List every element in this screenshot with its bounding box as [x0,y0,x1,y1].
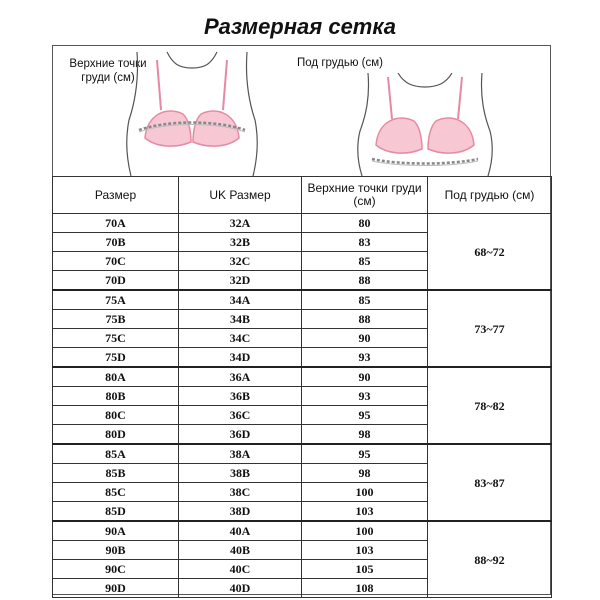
measurement-illustration [52,45,551,176]
uk-size-cell: 36B [179,387,302,406]
size-cell: 90C [53,560,179,579]
uk-size-cell: 36C [179,406,302,425]
under-bust-cell: 78~82 [428,367,552,444]
upper-bust-cell: 88 [302,310,428,329]
upper-bust-cell: 100 [302,521,428,541]
size-cell: 75B [53,310,179,329]
upper-bust-label: Верхние точки груди (см) [69,58,147,84]
bra-right-cup [428,118,474,153]
size-cell: 85C [53,483,179,502]
uk-size-cell: 36A [179,367,302,387]
uk-size-cell: 34A [179,290,302,310]
upper-bust-cell: 80 [302,214,428,233]
uk-size-cell: 32B [179,233,302,252]
upper-bust-cell: 103 [302,541,428,560]
size-cell: 75A [53,290,179,310]
size-cell: 90D [53,579,179,598]
size-cell: 75D [53,348,179,368]
upper-bust-cell: 95 [302,444,428,464]
under-bust-figure [350,73,500,176]
table-row [53,290,552,310]
size-cell: 90B [53,541,179,560]
uk-size-cell: 40D [179,579,302,598]
uk-size-cell: 40A [179,521,302,541]
size-cell: 70C [53,252,179,271]
uk-size-cell: 38D [179,502,302,522]
uk-size-cell: 36D [179,425,302,445]
upper-bust-cell: 90 [302,329,428,348]
upper-bust-cell: 83 [302,233,428,252]
column-header-size: Размер [53,177,179,214]
upper-bust-cell: 88 [302,271,428,291]
upper-bust-cell: 105 [302,560,428,579]
size-cell: 80B [53,387,179,406]
table-row [53,521,552,541]
under-bust-cell: 68~72 [428,214,552,291]
upper-bust-figure [117,50,267,176]
size-cell: 70A [53,214,179,233]
upper-bust-cell: 93 [302,387,428,406]
uk-size-cell: 38A [179,444,302,464]
uk-size-cell: 38C [179,483,302,502]
uk-size-cell: 40B [179,541,302,560]
table-header-row [53,177,552,214]
size-table-body [53,214,552,598]
upper-bust-cell: 100 [302,483,428,502]
upper-bust-cell: 95 [302,406,428,425]
upper-bust-cell: 98 [302,464,428,483]
column-header-uk-size: UK Размер [179,177,302,214]
size-cell: 70D [53,271,179,291]
under-bust-cell: 83~87 [428,444,552,521]
size-cell: 90A [53,521,179,541]
uk-size-cell: 32D [179,271,302,291]
upper-bust-cell: 93 [302,348,428,368]
uk-size-cell: 34C [179,329,302,348]
table-row [53,367,552,387]
size-cell: 75C [53,329,179,348]
page-title: Размерная сетка [203,14,397,39]
size-table [52,176,552,598]
under-bust-cell: 73~77 [428,290,552,367]
upper-bust-cell: 98 [302,425,428,445]
upper-bust-cell: 90 [302,367,428,387]
upper-bust-cell: 103 [302,502,428,522]
size-cell: 80D [53,425,179,445]
upper-bust-cell: 108 [302,579,428,598]
uk-size-cell: 32C [179,252,302,271]
uk-size-cell: 38B [179,464,302,483]
table-row [53,444,552,464]
column-header-under-bust: Под грудью (см) [428,177,552,214]
column-header-upper-bust: Верхние точки груди (см) [302,177,428,214]
size-cell: 85D [53,502,179,522]
size-cell: 85B [53,464,179,483]
size-cell: 80A [53,367,179,387]
bra-left-cup [376,118,422,153]
under-bust-cell: 88~92 [428,521,552,598]
upper-bust-cell: 85 [302,290,428,310]
size-cell: 70B [53,233,179,252]
table-row [53,214,552,233]
size-cell: 80C [53,406,179,425]
uk-size-cell: 34B [179,310,302,329]
under-bust-label: Под грудью (см) [297,57,383,69]
upper-bust-cell: 85 [302,252,428,271]
uk-size-cell: 32A [179,214,302,233]
uk-size-cell: 40C [179,560,302,579]
size-cell: 85A [53,444,179,464]
uk-size-cell: 34D [179,348,302,368]
